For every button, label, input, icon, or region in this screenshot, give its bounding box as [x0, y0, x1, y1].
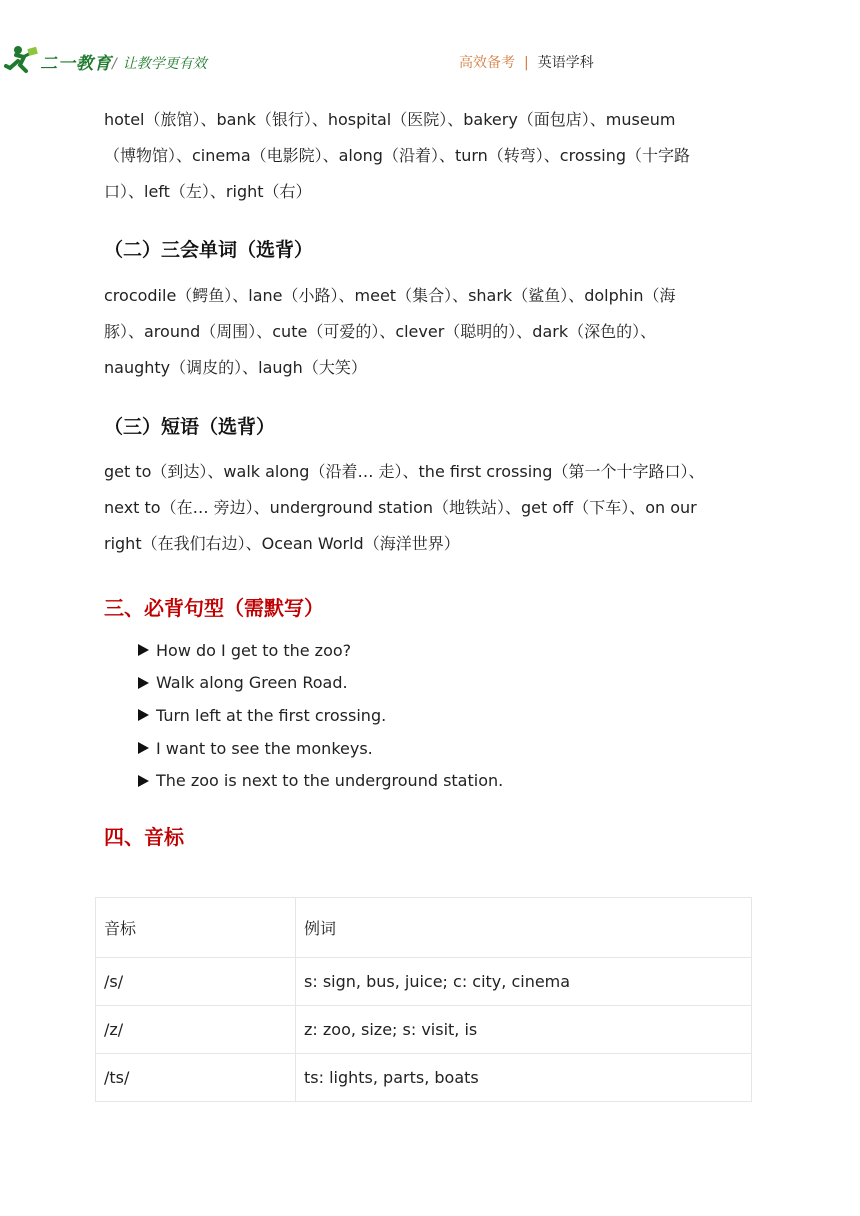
- sentence-item: [138, 667, 503, 700]
- table-cell: /s/: [96, 958, 296, 1006]
- triangle-bullet-icon: [138, 742, 149, 754]
- phonetics-table: [95, 897, 752, 1102]
- page-header: [0, 40, 860, 80]
- runner-logo-icon: [4, 44, 38, 78]
- table-cell: ts: lights, parts, boats: [296, 1054, 752, 1102]
- words-line: naughty（调皮的）、laugh（大笑）: [104, 358, 367, 377]
- sentence-text: The zoo is next to the underground station.: [156, 771, 504, 791]
- words-paragraph: [104, 278, 754, 386]
- table-cell: z: zoo, size; s: visit, is: [296, 1006, 752, 1054]
- table-row: [96, 958, 752, 1006]
- header-tags: [459, 52, 594, 72]
- table-cell: /z/: [96, 1006, 296, 1054]
- vocab-paragraph: [104, 102, 754, 210]
- sentences-heading: 三、必背句型（需默写）: [104, 596, 324, 620]
- triangle-bullet-icon: [138, 644, 149, 656]
- sentence-item: [138, 764, 503, 797]
- slogan: [112, 53, 207, 73]
- sentence-text: How do I get to the zoo?: [156, 640, 352, 660]
- vocab-line: 口）、left（左）、right（右）: [104, 182, 312, 201]
- triangle-bullet-icon: [138, 709, 149, 721]
- header-tag-separator: |: [524, 55, 529, 71]
- vocab-line: （博物馆）、cinema（电影院）、along（沿着）、turn（转弯）、crossing（十字路: [104, 146, 691, 165]
- slogan-slash: /: [112, 56, 117, 72]
- sentence-item: [138, 634, 503, 667]
- sentence-list: [138, 634, 503, 797]
- table-cell: /ts/: [96, 1054, 296, 1102]
- sentence-text: Walk along Green Road.: [156, 673, 348, 693]
- sentence-text: I want to see the monkeys.: [156, 738, 373, 758]
- table-header-row: [96, 898, 752, 958]
- words-line: 豚）、around（周围）、cute（可爱的）、clever（聪明的）、dark（深色的）、: [104, 322, 657, 341]
- logo: [4, 44, 112, 78]
- header-tag-left: 高效备考: [459, 55, 515, 71]
- triangle-bullet-icon: [138, 677, 149, 689]
- phrases-line: right（在我们右边）、Ocean World（海洋世界）: [104, 534, 460, 553]
- phrases-line: next to（在… 旁边）、underground station（地铁站）、get off（下车）、on our: [104, 498, 697, 517]
- phrases-line: get to（到达）、walk along（沿着… 走）、the first crossing（第一个十字路口）、: [104, 462, 705, 481]
- triangle-bullet-icon: [138, 775, 149, 787]
- slogan-text: 让教学更有效: [122, 56, 207, 72]
- sentence-item: [138, 699, 503, 732]
- phrases-paragraph: [104, 454, 754, 562]
- phonetics-heading: 四、音标: [104, 825, 184, 849]
- logo-text: 二一教育: [40, 53, 112, 74]
- sentence-item: [138, 732, 503, 765]
- table-header-cell: 例词: [296, 898, 752, 958]
- table-row: [96, 1006, 752, 1054]
- words-line: crocodile（鳄鱼）、lane（小路）、meet（集合）、shark（鲨鱼）、dolphin（海: [104, 286, 676, 305]
- table-cell: s: sign, bus, juice; c: city, cinema: [296, 958, 752, 1006]
- words-heading: （二）三会单词（选背）: [104, 239, 314, 261]
- sentence-text: Turn left at the first crossing.: [156, 705, 387, 725]
- vocab-line: hotel（旅馆）、bank（银行）、hospital（医院）、bakery（面包店）、museum: [104, 110, 676, 129]
- table-header-cell: 音标: [96, 898, 296, 958]
- phrases-heading: （三）短语（选背）: [104, 416, 276, 438]
- table-row: [96, 1054, 752, 1102]
- header-tag-right: 英语学科: [537, 55, 594, 71]
